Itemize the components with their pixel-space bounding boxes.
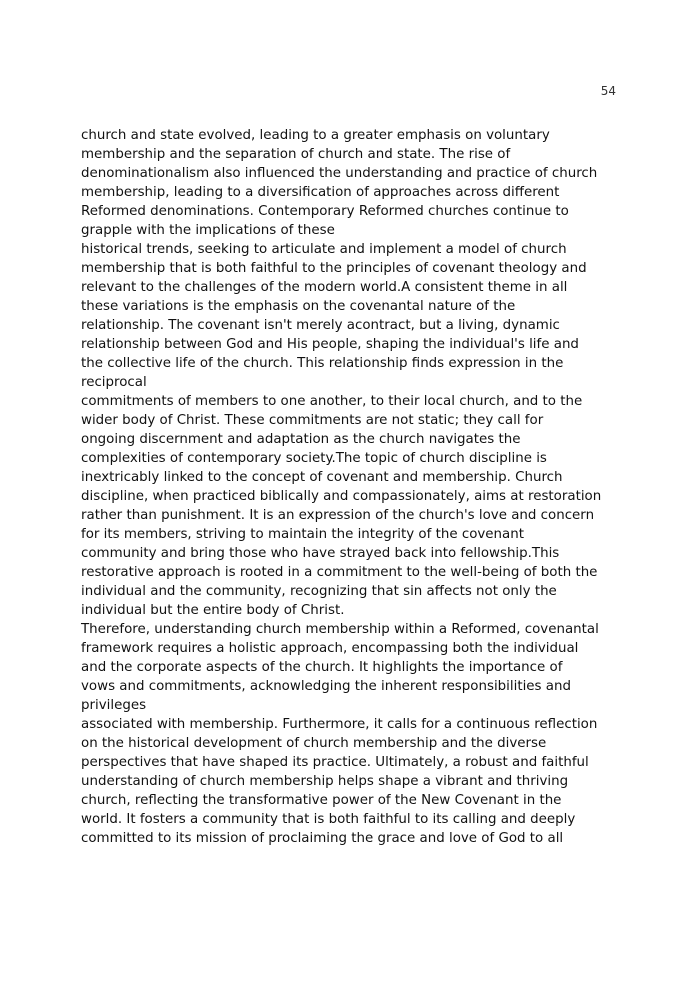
text-line: inextricably linked to the concept of covenant and membership. Church	[81, 470, 563, 485]
page-number: 54	[600, 84, 616, 98]
text-line: framework requires a holistic approach, encompassing both the individual	[81, 641, 579, 656]
text-line: relevant to the challenges of the modern world.A consistent theme in all	[81, 280, 568, 295]
text-line: individual but the entire body of Christ.	[81, 603, 345, 618]
text-line: Therefore, understanding church membership within a Reformed, covenantal	[81, 622, 599, 637]
text-line: membership, leading to a diversification of approaches across different	[81, 185, 560, 200]
text-line: complexities of contemporary society.The topic of church discipline is	[81, 451, 547, 466]
text-line: understanding of church membership helps shape a vibrant and thriving	[81, 774, 569, 789]
text-line: denominationalism also influenced the understanding and practice of church	[81, 166, 598, 181]
text-line: committed to its mission of proclaiming the grace and love of God to all	[81, 831, 564, 846]
text-line: Reformed denominations. Contemporary Reformed churches continue to	[81, 204, 569, 219]
text-line: perspectives that have shaped its practice. Ultimately, a robust and faithful	[81, 755, 589, 770]
text-line: historical trends, seeking to articulate and implement a model of church	[81, 242, 567, 257]
text-line: wider body of Christ. These commitments are not static; they call for	[81, 413, 544, 428]
text-line: world. It fosters a community that is both faithful to its calling and deeply	[81, 812, 576, 827]
text-line: privileges	[81, 698, 147, 713]
text-line: on the historical development of church membership and the diverse	[81, 736, 547, 751]
text-line: and the corporate aspects of the church. It highlights the importance of	[81, 660, 563, 675]
text-line: reciprocal	[81, 375, 147, 390]
text-line: associated with membership. Furthermore, it calls for a continuous reflection	[81, 717, 598, 732]
text-line: commitments of members to one another, to their local church, and to the	[81, 394, 583, 409]
text-line: church, reflecting the transformative power of the New Covenant in the	[81, 793, 562, 808]
body-text	[81, 126, 626, 848]
text-line: church and state evolved, leading to a greater emphasis on voluntary	[81, 128, 550, 143]
text-line: vows and commitments, acknowledging the inherent responsibilities and	[81, 679, 571, 694]
text-line: membership and the separation of church and state. The rise of	[81, 147, 511, 162]
text-line: for its members, striving to maintain the integrity of the covenant	[81, 527, 524, 542]
text-line: membership that is both faithful to the principles of covenant theology and	[81, 261, 587, 276]
text-line: individual and the community, recognizing that sin affects not only the	[81, 584, 557, 599]
text-line: relationship. The covenant isn't merely acontract, but a living, dynamic	[81, 318, 560, 333]
text-line: the collective life of the church. This relationship finds expression in the	[81, 356, 564, 371]
text-line: grapple with the implications of these	[81, 223, 335, 238]
text-line: discipline, when practiced biblically and compassionately, aims at restoration	[81, 489, 602, 504]
text-line: relationship between God and His people, shaping the individual's life and	[81, 337, 579, 352]
text-line: rather than punishment. It is an expression of the church's love and concern	[81, 508, 595, 523]
text-line: restorative approach is rooted in a commitment to the well-being of both the	[81, 565, 598, 580]
text-line: community and bring those who have strayed back into fellowship.This	[81, 546, 560, 561]
text-line: these variations is the emphasis on the covenantal nature of the	[81, 299, 516, 314]
text-line: ongoing discernment and adaptation as the church navigates the	[81, 432, 521, 447]
